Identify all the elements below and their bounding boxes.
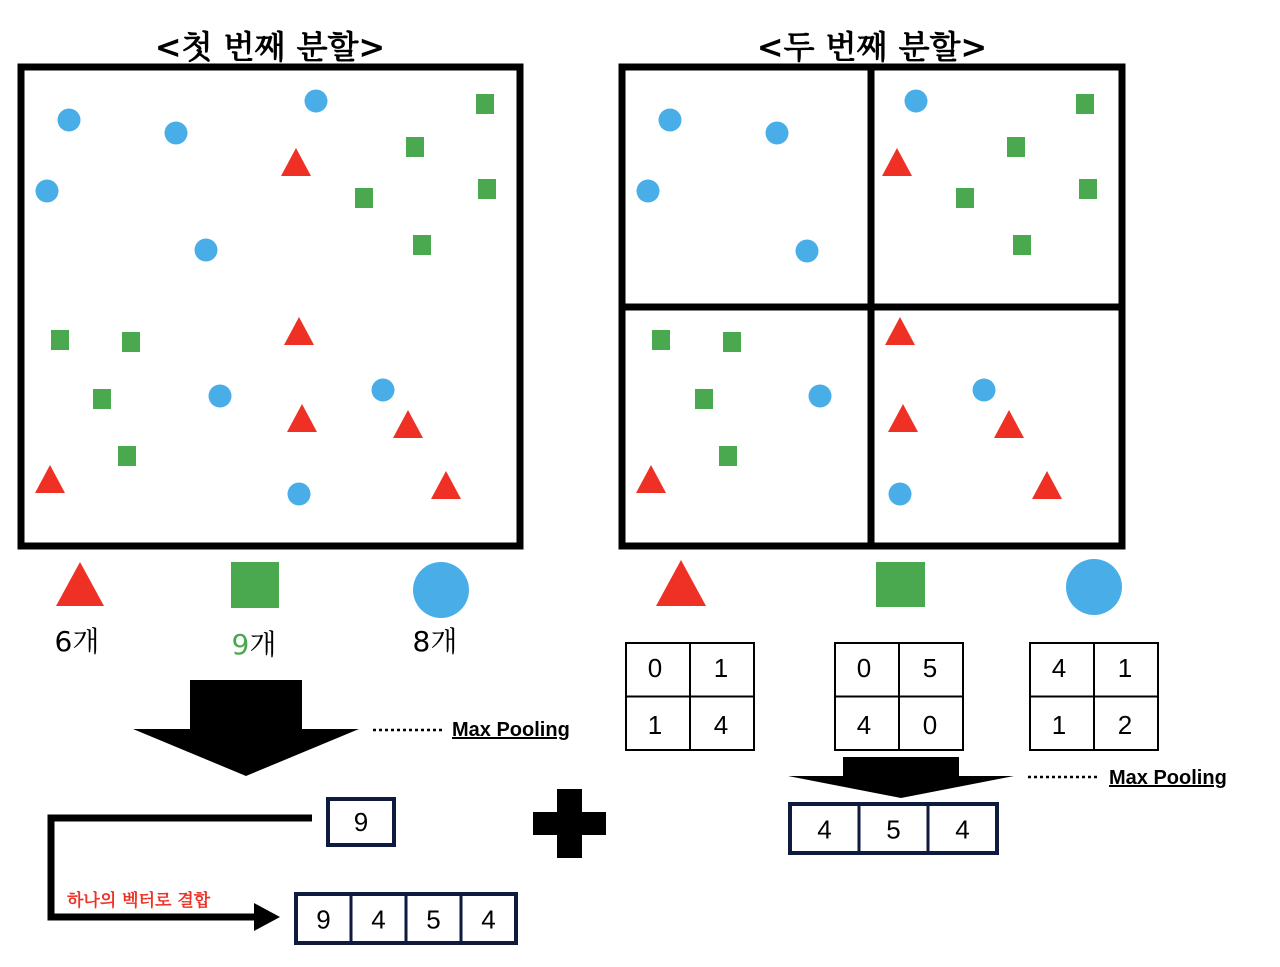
second-split-circle-icon: [905, 90, 928, 113]
grid-cell-value: 2: [1117, 710, 1133, 740]
second-split-square-icon: [719, 446, 737, 466]
first-max-pooling-arrow: [133, 680, 359, 776]
grid-cell-value: 4: [713, 710, 729, 740]
first-pooled-value: 9: [353, 807, 369, 837]
grid-cell-value: 1: [647, 710, 663, 740]
second-max-pooling-arrow: [788, 757, 1014, 798]
combined-vector-value: 9: [316, 904, 331, 935]
grid-cell-value: 1: [1051, 710, 1067, 740]
second-split-square-icon: [652, 330, 670, 350]
first-split-circle-icon: [195, 239, 218, 262]
second-legend-circle-icon: [1066, 559, 1122, 615]
second-split-circle-icon: [796, 240, 819, 263]
grid-cell-value: 0: [922, 710, 938, 740]
combined-vector: [296, 894, 516, 943]
second-max-pooling-label: Max Pooling: [1109, 767, 1227, 789]
second-split-square-icon: [1079, 179, 1097, 199]
second-split-square-icon: [1007, 137, 1025, 157]
first-split-square-icon: [355, 188, 373, 208]
first-split-circle-icon: [165, 122, 188, 145]
square-count: 9개: [231, 628, 277, 661]
grid-cell-value: 4: [1051, 653, 1067, 683]
first-max-pooling-label: Max Pooling: [452, 719, 570, 741]
grid-cell-value: 5: [922, 653, 938, 683]
second-split-square-icon: [723, 332, 741, 352]
grid-cell-value: 1: [713, 653, 729, 683]
second-pooled-vector-value: 5: [886, 814, 901, 845]
circle-count-grid: [1030, 643, 1158, 750]
second-split-square-icon: [695, 389, 713, 409]
grid-cell-value: 4: [856, 710, 872, 740]
second-split-square-icon: [1076, 94, 1094, 114]
combined-vector-value: 4: [371, 904, 386, 935]
count-grids: [626, 643, 1158, 750]
combined-vector-value: 4: [481, 904, 496, 935]
first-split-square-icon: [476, 94, 494, 114]
first-split-square-icon: [478, 179, 496, 199]
second-split-circle-icon: [973, 379, 996, 402]
first-split-square-icon: [413, 235, 431, 255]
grid-cell-value: 0: [647, 653, 663, 683]
legend-square-icon: [231, 562, 279, 608]
grid-cell-value: 0: [856, 653, 872, 683]
triangle-count-grid: [626, 643, 754, 750]
grid-cell-value: 1: [1117, 653, 1133, 683]
second-split-square-icon: [956, 188, 974, 208]
second-split-circle-icon: [889, 483, 912, 506]
second-pooled-vector: [790, 804, 997, 853]
triangle-count: 6개: [54, 625, 100, 658]
second-split-square-icon: [1013, 235, 1031, 255]
first-split-circle-icon: [58, 109, 81, 132]
circle-count: 8개: [412, 625, 458, 658]
first-split-circle-icon: [305, 90, 328, 113]
second-split-circle-icon: [659, 109, 682, 132]
plus-icon: [533, 789, 606, 858]
first-split-circle-icon: [372, 379, 395, 402]
legend-triangle-icon: [56, 562, 104, 606]
combined-vector-value: 5: [426, 904, 441, 935]
first-split-square-icon: [118, 446, 136, 466]
first-split-circle-icon: [288, 483, 311, 506]
second-split-circle-icon: [809, 385, 832, 408]
combine-label: 하나의 벡터로 결합: [67, 891, 211, 911]
first-split-circle-icon: [209, 385, 232, 408]
legend-circle-icon: [413, 562, 469, 618]
second-pooled-vector-value: 4: [955, 814, 970, 845]
second-legend-triangle-icon: [656, 560, 706, 606]
second-split-circle-icon: [637, 180, 660, 203]
first-split-square-icon: [122, 332, 140, 352]
second-pooled-vector-value: 4: [817, 814, 832, 845]
first-split-square-icon: [51, 330, 69, 350]
second-legend-square-icon: [876, 562, 925, 607]
combine-arrowhead: [254, 903, 280, 931]
second-split-circle-icon: [766, 122, 789, 145]
second-split-title: <두 번째 분할>: [756, 28, 988, 66]
first-split-square-icon: [93, 389, 111, 409]
first-split-square-icon: [406, 137, 424, 157]
square-count-grid: [835, 643, 963, 750]
first-split-circle-icon: [36, 180, 59, 203]
first-split-title: <첫 번째 분할>: [154, 28, 386, 66]
